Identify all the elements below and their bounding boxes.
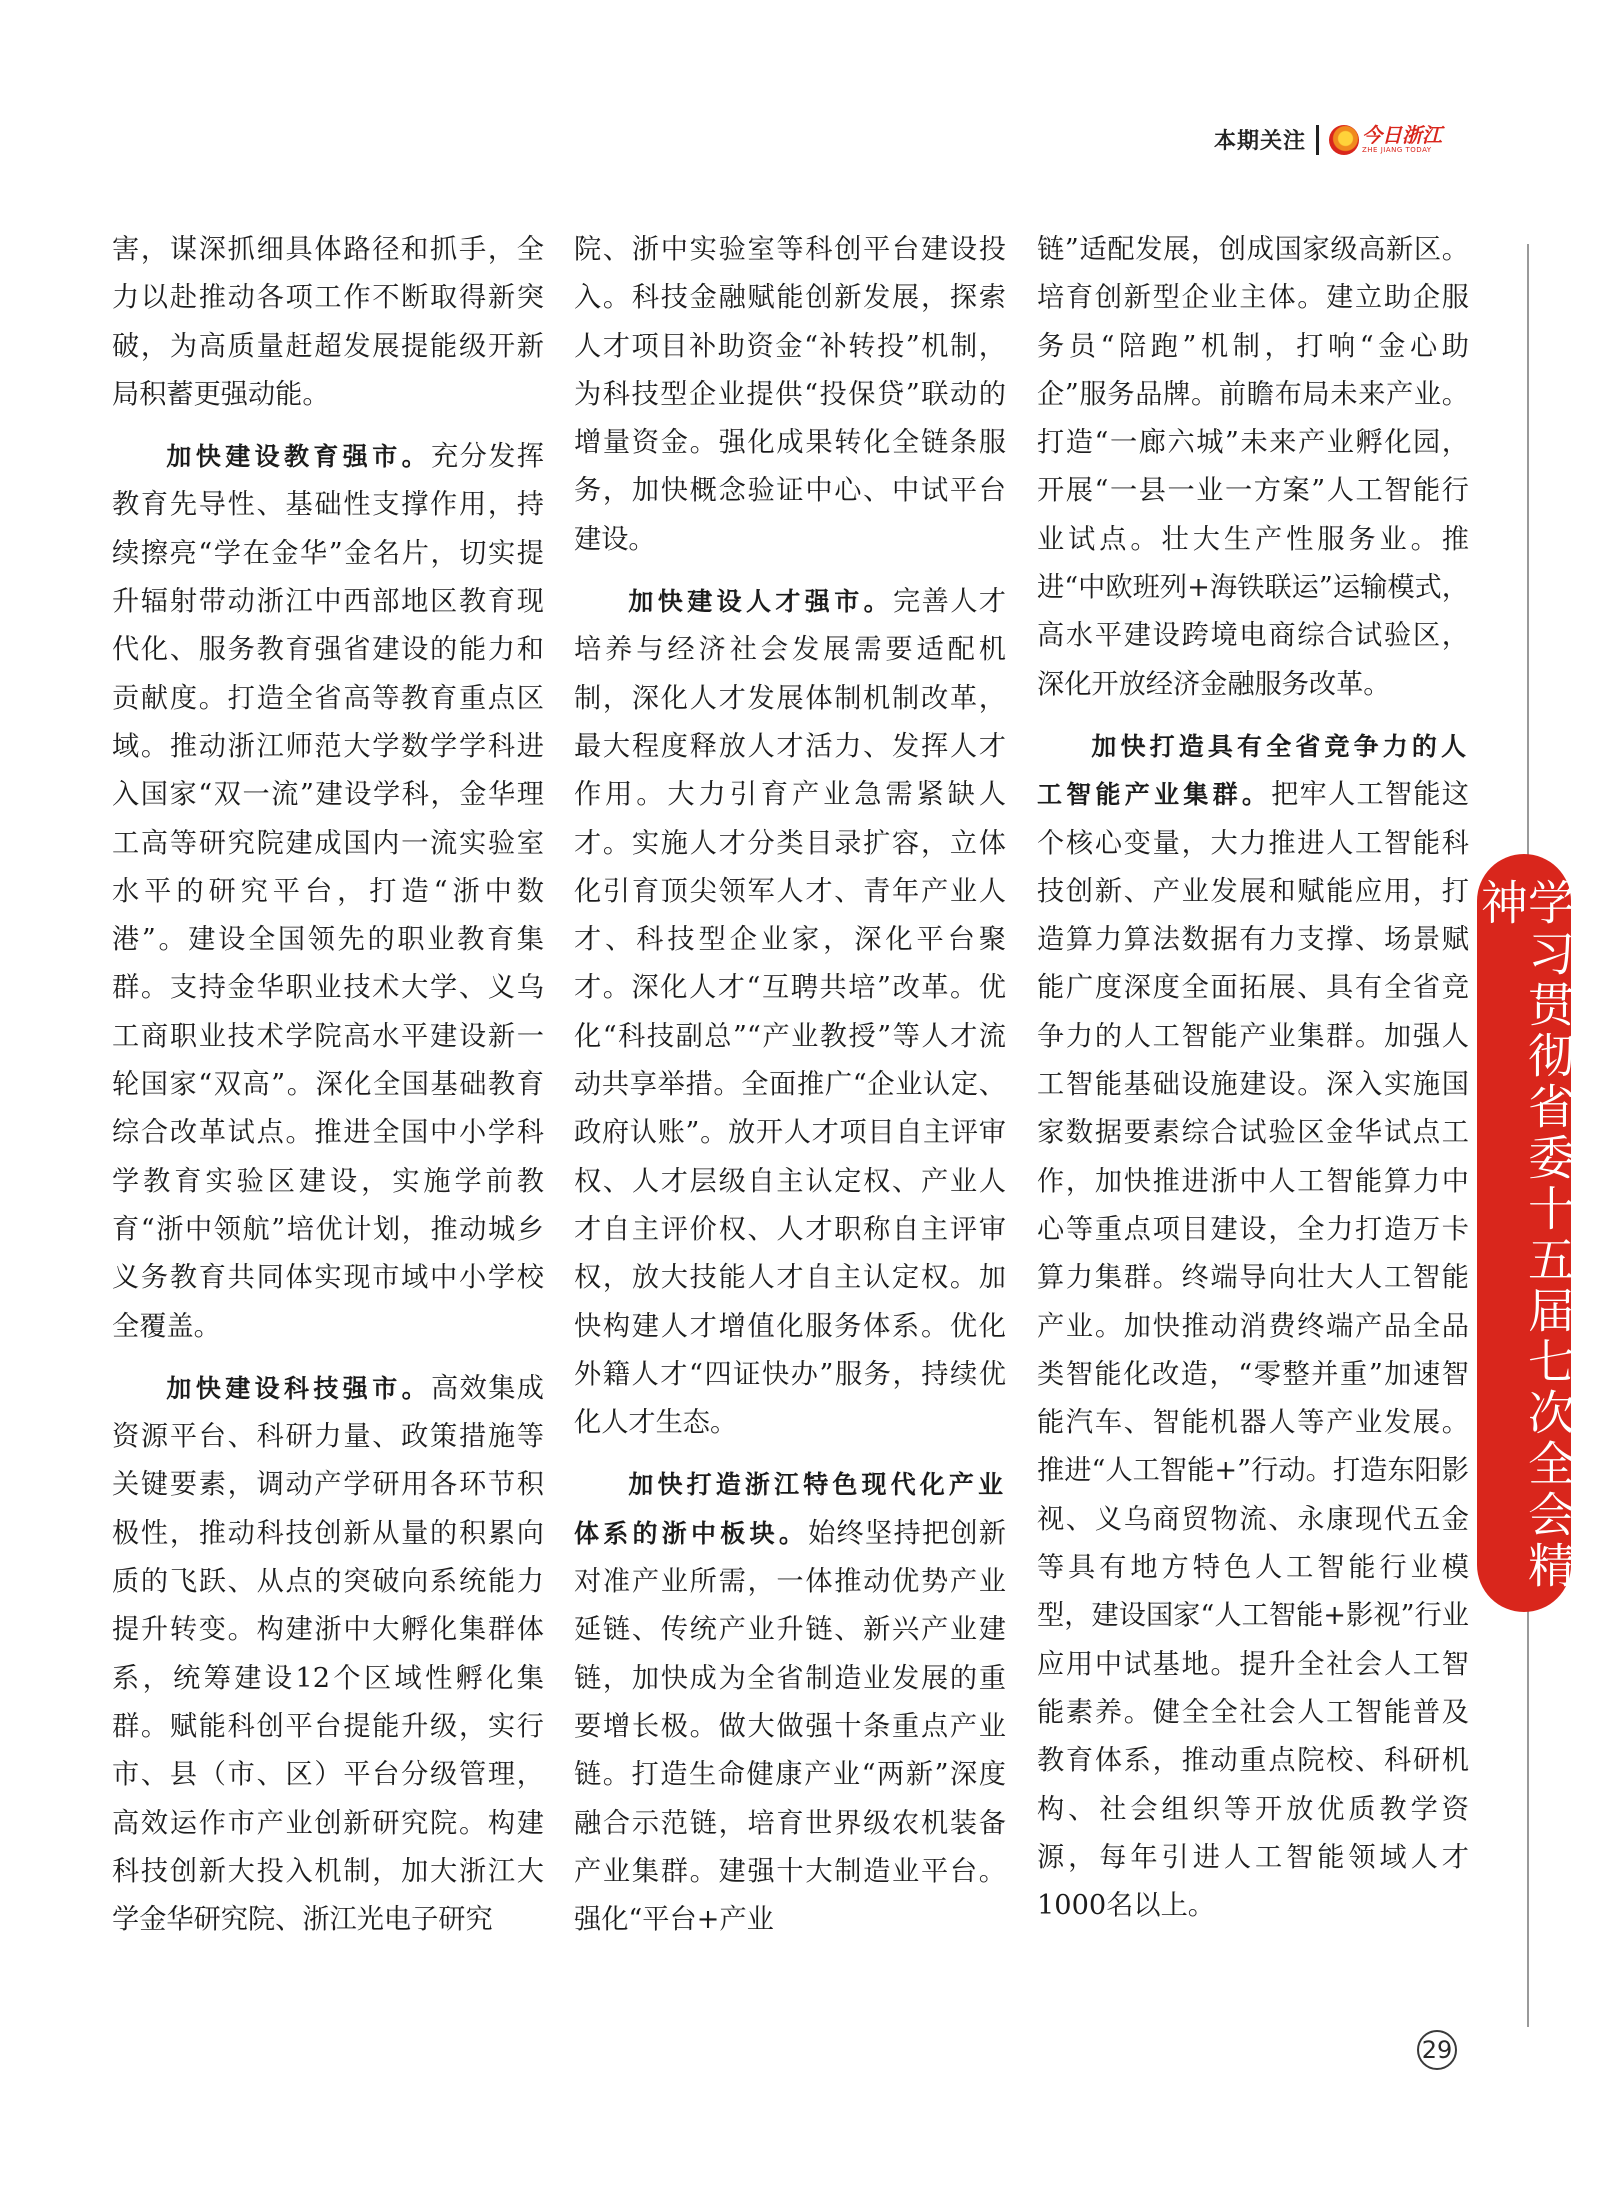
logo-cn: 今日浙江 [1362,123,1442,147]
paragraph [574,226,1006,564]
text-column-1 [112,226,544,1944]
paragraph [112,226,544,419]
paragraph-text: 害，谋深抓细具体路径和抓手，全力以赴推动各项工作不断取得新突破，为高质量赶超发展提能级开新局积蓄更强动能。 [112,234,544,410]
text-column-3 [1037,226,1469,1930]
paragraph [112,1365,544,1945]
logo-sun-icon [1329,125,1359,155]
paragraph [574,1461,1006,1944]
paragraph-text: 把牢人工智能这个核心变量，大力推进人工智能科技创新、产业发展和赋能应用，打造算力算法数据有力支撑、场景赋能广度深度全面拓展、具有全省竞争力的人工智能产业集群。加强人工智能基础设施建设。深入实施国家数据要素综合试验区金华试点工作，加快推进浙中人工智能算力中心等重点项目建设，全力打造万卡算力集群。终端导向壮大人工智能产业。加快推动消费终端产品全品类智能化改造，“零整并重”加速智能汽车、智能机器人等产业发展。推进“人工智能+”行动。打造东阳影视、义乌商贸物流、永康现代五金等具有地方特色人工智能行业模型，建设国家“人工智能+影视”行业应用中试基地。提升全社会人工智能素养。健全全社会人工智能普及教育体系，推动重点院校、科研机构、社会组织等开放优质教学资源，每年引进人工智能领域人才1000名以上。 [1037,779,1469,1922]
paragraph [574,578,1006,1447]
paragraph-text: 高效集成资源平台、科研力量、政策措施等关键要素，调动产学研用各环节积极性，推动科技创新从量的积累向质的飞跃、从点的突破向系统能力提升转变。构建浙中大孵化集群体系，统筹建设12个区域性孵化集群。赋能科创平台提能升级，实行市、县（市、区）平台分级管理，高效运作市产业创新研究院。构建科技创新大投入机制，加大浙江大学金华研究院、浙江光电子研究 [112,1372,544,1936]
paragraph-heading: 加快打造具有全省竞争力的人工智能产业集群。 [1037,731,1469,810]
magazine-logo [1329,125,1442,155]
paragraph-text: 院、浙中实验室等科创平台建设投入。科技金融赋能创新发展，探索人才项目补助资金“补转投”机制，为科技型企业提供“投保贷”联动的增量资金。强化成果转化全链条服务，加快概念验证中心、中试平台建设。 [574,234,1006,555]
section-banner [1473,854,1575,1612]
page-header [1214,124,1442,155]
logo-text [1362,125,1442,154]
banner-text: 学习贯彻省委十五届七次全会精神 [1473,878,1575,1592]
paragraph-text: 完善人才培养与经济社会发展需要适配机制，深化人才发展体制机制改革，最大程度释放人才活力、发挥人才作用。大力引育产业急需紧缺人才。实施人才分类目录扩容，立体化引育顶尖领军人才、青年产业人才、科技型企业家，深化平台聚才。深化人才“互聘共培”改革。优化“科技副总”“产业教授”等人才流动共享举措。全面推广“企业认定、政府认账”。放开人才项目自主评审权、人才层级自主认定权、产业人才自主评价权、人才职称自主评审权，放大技能人才自主认定权。加快构建人才增值化服务体系。优化外籍人才“四证快办”服务，持续优化人才生态。 [574,586,1006,1439]
paragraph-heading: 加快打造浙江特色现代化产业体系的浙中板块。 [574,1470,1006,1548]
paragraph [1037,723,1469,1930]
logo-en: ZHE JIANG TODAY [1362,146,1432,154]
header-divider [1316,125,1319,155]
paragraph [112,433,544,1351]
page-number: 29 [1417,2030,1457,2070]
paragraph-heading: 加快建设人才强市。 [628,587,894,617]
paragraph-heading: 加快建设教育强市。 [166,442,432,472]
paragraph [1037,226,1469,709]
paragraph-text: 始终坚持把创新对准产业所需，一体推动优势产业延链、传统产业升链、新兴产业建链，加快成为全省制造业发展的重要增长极。做大做强十条重点产业链。打造生命健康产业“两新”深度融合示范链，培育世界级农机装备产业集群。建强十大制造业平台。强化“平台+产业 [574,1517,1006,1936]
section-label: 本期关注 [1213,129,1306,154]
paragraph-text: 充分发挥教育先导性、基础性支撑作用，持续擦亮“学在金华”金名片，切实提升辐射带动浙江中西部地区教育现代化、服务教育强省建设的能力和贡献度。打造全省高等教育重点区域。推动浙江师范大学数学学科进入国家“双一流”建设学科，金华理工高等研究院建成国内一流实验室水平的研究平台，打造“浙中数港”。建设全国领先的职业教育集群。支持金华职业技术大学、义乌工商职业技术学院高水平建设新一轮国家“双高”。深化全国基础教育综合改革试点。推进全国中小学科学教育实验区建设，实施学前教育“浙中领航”培优计划，推动城乡义务教育共同体实现市域中小学校全覆盖。 [112,441,544,1342]
paragraph-text: 链”适配发展，创成国家级高新区。培育创新型企业主体。建立助企服务员“陪跑”机制，打响“金心助企”服务品牌。前瞻布局未来产业。打造“一廊六城”未来产业孵化园，开展“一县一业一方案”人工智能行业试点。壮大生产性服务业。推进“中欧班列+海铁联运”运输模式，高水平建设跨境电商综合试验区，深化开放经济金融服务改革。 [1037,234,1469,700]
paragraph-heading: 加快建设科技强市。 [166,1373,432,1403]
text-column-2 [574,226,1006,1944]
